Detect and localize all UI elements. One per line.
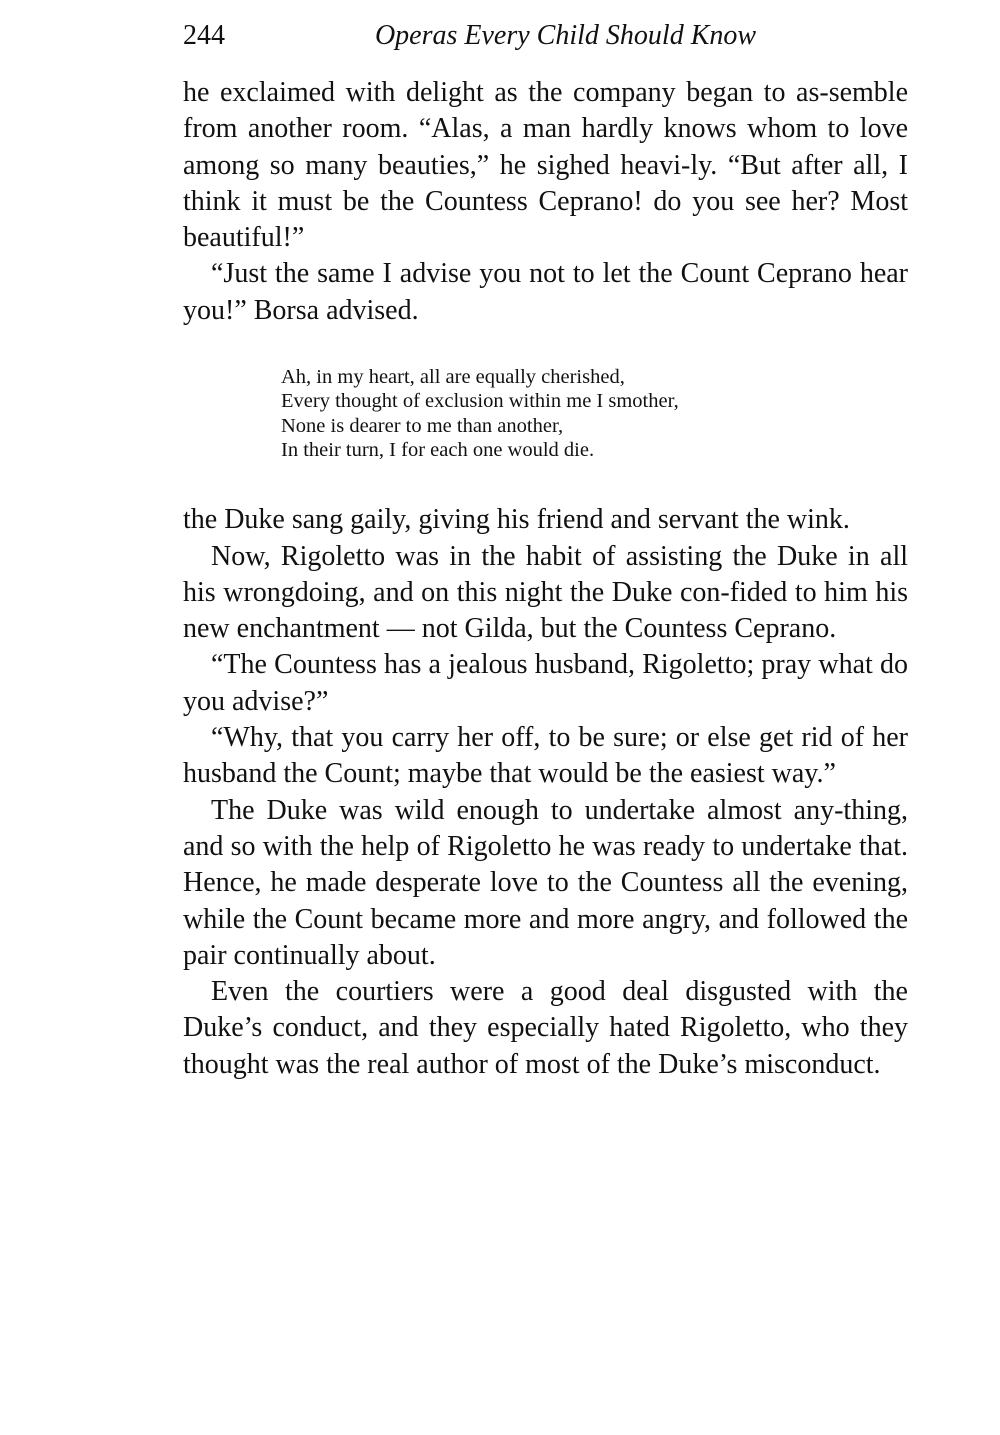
verse-line: None is dearer to me than another, <box>281 414 564 437</box>
paragraph: “Why, that you carry her off, to be sure; or else get rid of her husband the Count; maybe that would be the easiest way.” <box>183 722 908 790</box>
verse-line: In their turn, I for each one would die. <box>281 438 595 461</box>
paragraph: “Just the same I advise you not to let the Count Ceprano hear you!” Borsa advised. <box>183 258 908 326</box>
paragraph: Now, Rigoletto was in the habit of assisting the Duke in all his wrongdoing, and on this night the Duke con-fided to him his new enchantment — not Gilda, but the Countess Ceprano. <box>183 540 908 645</box>
body-text <box>183 75 908 1083</box>
running-title: Operas Every Child Should Know <box>374 20 757 51</box>
paragraph: The Duke was wild enough to undertake almost any-thing, and so with the help of Rigoletto he was ready to undertake that. Hence, he made desperate love to the Countess all the evening, while the Count became more and more angry, and followed the pair continually about. <box>183 794 908 971</box>
page-number: 244 <box>183 20 225 51</box>
verse-line: Ah, in my heart, all are equally cherished, <box>281 366 625 389</box>
verse-block <box>281 365 908 462</box>
paragraph: the Duke sang gaily, giving his friend and servant the wink. <box>183 504 850 536</box>
paragraph: he exclaimed with delight as the company began to as-semble from another room. “Alas, a man hardly knows whom to love among so many beauties,” he sighed heavi-ly. “But after all, I think it must be the Countess Ceprano! do you see her? Most beautiful!” <box>183 77 908 254</box>
paragraph: Even the courtiers were a good deal disgusted with the Duke’s conduct, and they especially hated Rigoletto, who they thought was the real author of most of the Duke’s misconduct. <box>183 976 908 1080</box>
paragraph: “The Countess has a jealous husband, Rigoletto; pray what do you advise?” <box>183 649 908 717</box>
verse-line: Every thought of exclusion within me I smother, <box>281 390 679 413</box>
page-header <box>183 16 908 56</box>
